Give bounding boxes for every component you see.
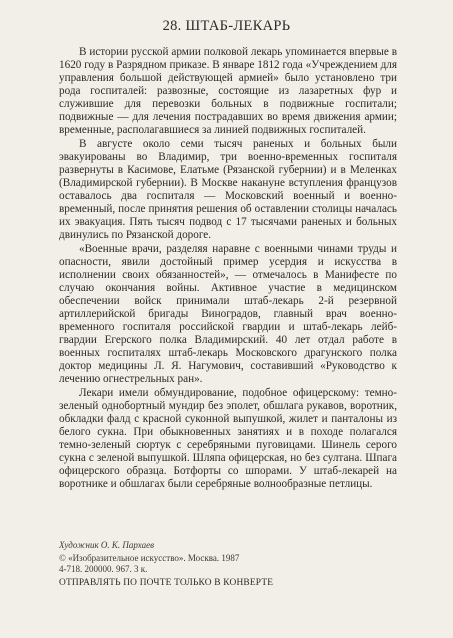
page-title: 28. ШТАБ-ЛЕКАРЬ: [162, 18, 291, 34]
paragraph-military-doctors: «Военные врачи, разделяя наравне с военными чинами труды и опасности, явили достойный пример усердия и искусства в исполнении своих обязанностей», — отмечалось в Манифесте по случаю окончания войны. Активное участие в медицинском обеспечении войск принимали штаб-лекарь 2-й резервной артиллерийской бригады Виноградов, главный врач военно-временного госпиталя российской гвардии и штаб-лекарь лейб-гвардии Егерского полка Владимирский. 40 лет отдал работе в военных госпиталях штаб-лекарь Московского драгунского полка доктор медицины Л. Я. Нагумович, составивший «Руководство к лечению огнестрельных ран».: [59, 243, 397, 385]
article-body: [59, 46, 397, 491]
paragraph-uniform: Лекари имели обмундирование, подобное офицерскому: темно-зеленый однобортный мундир без эполет, обшлага рукавов, воротник, обкладки фалд с красной суконной выпушкой, жилет и панталоны из белого сукна. При обыкновенных занятиях и в походе полагался темно-зеленый сюртук с серебряными пуговицами. Шинель серого сукна с зеленой выпушкой. Шляпа офицерская, но без султана. Шпага офицерского образца. Ботфорты со шпорами. У штаб-лекарей на воротнике и обшлагах были серебряные волнообразные петлицы.: [59, 387, 397, 490]
paragraph-evacuation: В августе около семи тысяч раненых и больных были эвакуированы во Владимир, три военно-временных госпиталя развернуты в Касимове, Елатьме (Рязанской губернии) и в Меленках (Владимирской губернии). В Москве накануне вступления французов оставалось два госпиталя — Московский военный и военно-временный, после принятия решения об оставлении столицы началась их эвакуация. Пять тысяч подвод с 17 тысячами раненых и больных двинулись по Рязанской дороге.: [59, 138, 397, 241]
publisher-line: © «Изобразительное искусство». Москва. 1987: [59, 553, 240, 563]
colophon: [59, 540, 399, 575]
artist-credit: Художник О. К. Пархаев: [59, 540, 154, 550]
mailing-notice: ОТПРАВЛЯТЬ ПО ПОЧТЕ ТОЛЬКО В КОНВЕРТЕ: [59, 578, 274, 588]
paragraph-history: В истории русской армии полковой лекарь упоминается впервые в 1620 году в Разрядном приказе. В январе 1812 года «Учреждением для управления большой действующей армией» было установлено три рода госпиталей: развозные, состоящие из лазаретных фур и служившие для перевозки больных в подвижные госпитали; подвижные — для лечения пострадавших во время движения армии; временные, располагавшиеся за линией подвижных госпиталей.: [59, 46, 397, 136]
print-code: 4-718. 200000. 967. 3 к.: [59, 564, 148, 574]
